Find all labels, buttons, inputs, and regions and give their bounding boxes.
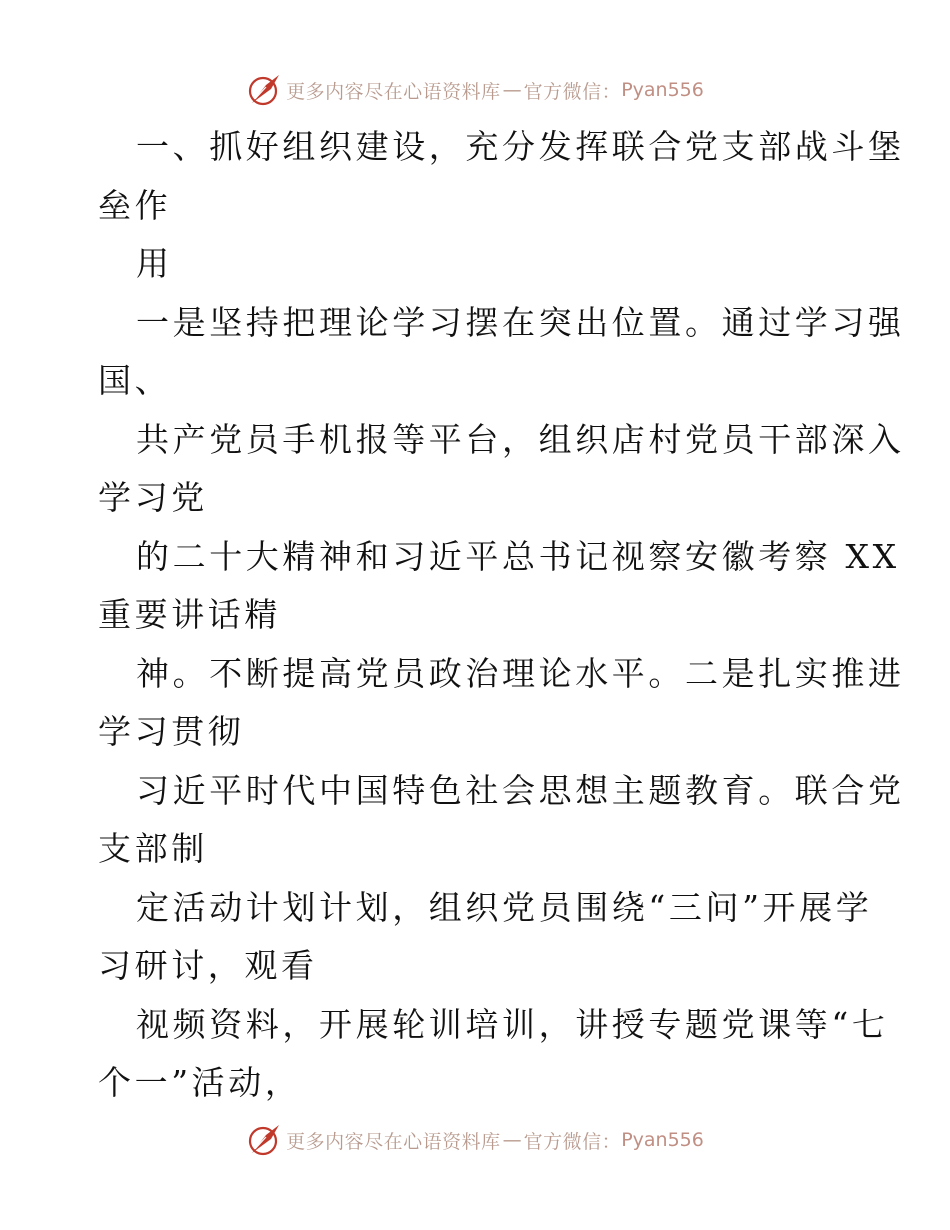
document-line: 个一”活动， — [98, 1063, 302, 1102]
quill-pen-logo-icon — [246, 72, 282, 108]
document-line: 视频资料，开展轮训培训，讲授专题党课等“七 — [136, 1004, 889, 1044]
quill-pen-logo-icon — [246, 1122, 282, 1158]
watermark-label-text: 官方微信： — [523, 1130, 622, 1153]
document-line: 的二十大精神和习近平总书记视察安徽考察 XX — [136, 536, 900, 576]
document-line: 用 — [136, 244, 173, 283]
document-line: 学习贯彻 — [98, 712, 245, 751]
footer-watermark — [0, 1120, 950, 1160]
document-line: 学习党 — [98, 478, 208, 517]
watermark-site-text: 更多内容尽在心语资料库 — [286, 1130, 501, 1153]
document-line: 重要讲话精 — [98, 595, 281, 634]
watermark-site-text: 更多内容尽在心语资料库 — [286, 80, 501, 103]
watermark-separator: — — [502, 1129, 522, 1151]
document-line: 习近平时代中国特色社会思想主题教育。联合党 — [136, 770, 905, 810]
document-line: 习研讨，观看 — [98, 946, 318, 985]
document-line: 支部制 — [98, 829, 208, 868]
watermark-account-text: Pyan556 — [621, 79, 704, 101]
header-watermark — [0, 70, 950, 110]
document-line: 国、 — [98, 361, 172, 400]
watermark-label-text: 官方微信： — [523, 80, 622, 103]
document-body — [98, 118, 905, 1113]
document-line: 一、抓好组织建设，充分发挥联合党支部战斗堡 — [136, 127, 905, 166]
document-line: 共产党员手机报等平台，组织店村党员干部深入 — [136, 419, 905, 459]
document-line: 垒作 — [98, 185, 172, 225]
document-line: 一是坚持把理论学习摆在突出位置。通过学习强 — [136, 302, 905, 342]
watermark-account-text: Pyan556 — [621, 1129, 704, 1151]
document-line: 神。不断提高党员政治理论水平。二是扎实推进 — [136, 653, 905, 693]
document-line: 定活动计划计划，组织党员围绕“三问”开展学 — [136, 887, 873, 927]
watermark-separator: — — [502, 79, 522, 101]
